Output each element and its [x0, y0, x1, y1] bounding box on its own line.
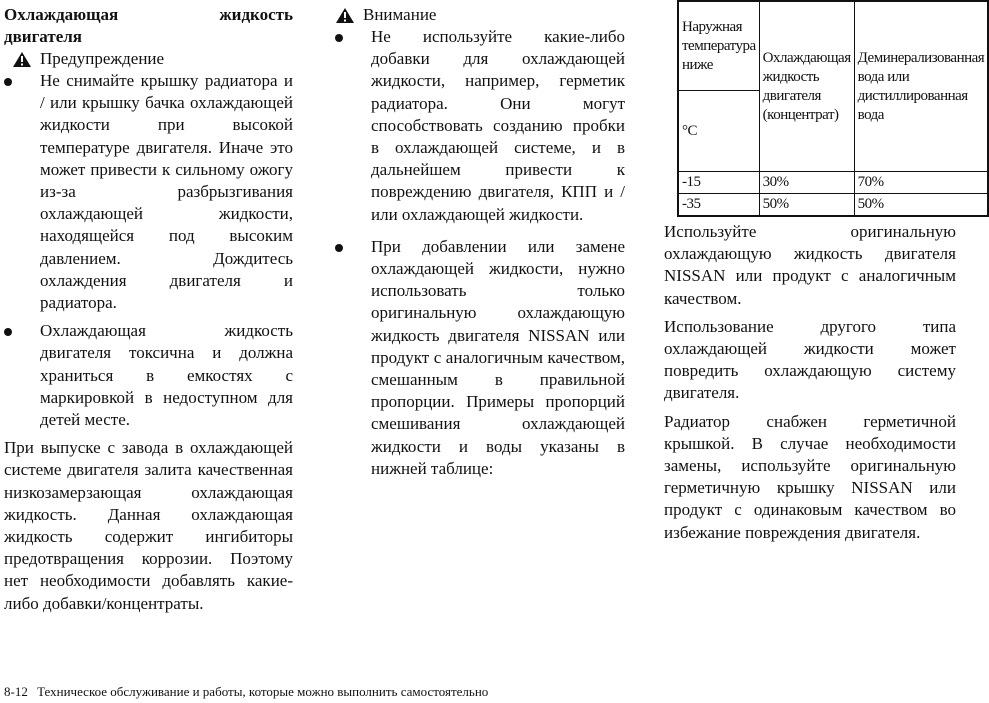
section-title-line1: Охлаждающая жидкость — [4, 5, 293, 24]
paragraph: Используйте оригинальную охлаждающую жидкость двигателя NISSAN или продукт с аналогичным качеством. — [664, 222, 956, 308]
list-item — [335, 236, 625, 480]
table-header-temperature: Наружная температура ниже — [678, 1, 759, 91]
section-title — [4, 4, 293, 48]
table-cell: 30% — [759, 172, 854, 194]
caution-header — [335, 4, 625, 26]
caution-list — [335, 26, 625, 480]
bullet-icon — [335, 34, 343, 42]
table-cell: -35 — [678, 194, 759, 217]
list-item-text: Не используйте какие-либо добавки для охлаждающей жидкости, например, герметик радиатора. Они могут способствовать созданию пробки в охлаждающей системе, и в дальнейшем привести к повреждению двигателя, КПП и /или охлаждающей жидкости. — [371, 27, 625, 224]
list-item — [4, 70, 293, 314]
column-right — [664, 0, 985, 544]
footer-section-title: Техническое обслуживание и работы, которые можно выполнить самостоятельно — [37, 684, 489, 699]
table-header-unit: °C — [678, 91, 759, 172]
table-header-coolant: Охлаждающая жидкость двигателя (концентрат) — [759, 1, 854, 172]
page-footer — [4, 684, 488, 700]
list-item-text: Охлаждающая жидкость двигателя токсична и должна храниться в емкостях с маркировкой в недоступном для детей месте. — [40, 321, 293, 430]
warning-triangle-icon — [335, 7, 355, 24]
list-item-text: Не снимайте крышку радиатора и / или крышку бачка охлаждающей жидкости при высокой температуре двигателя. Иначе это может привести к сильному ожогу из-за разбрызгивания охлаждающей жидкости, находящейся под высоким давлением. Дождитесь охлаждения двигателя и радиатора. — [40, 71, 293, 313]
table-cell: 70% — [854, 172, 988, 194]
paragraph: Использование другого типа охлаждающей жидкости может повредить охлаждающую систему двигателя. — [664, 316, 956, 403]
bullet-icon — [335, 244, 343, 252]
list-item-text: При добавлении или замене охлаждающей жидкости, нужно использовать только оригинальную охлаждающую жидкость двигателя NISSAN или продукт с аналогичным качеством, смешанным в правильной пропорции. Примеры пропорций смешивания охлаждающей жидкости и воды указаны в нижней таблице: — [371, 236, 625, 478]
list-item — [4, 320, 293, 431]
table-cell: -15 — [678, 172, 759, 194]
factory-coolant-paragraph: При выпуске с завода в охлаждающей системе двигателя залита качественная низкозамерзающая охлаждающая жидкость. Данная охлаждающая жидкость содержит ингибиторы предотвращения коррозии. Поэтому нет необходимости добавлять какие-либо добавки/концентраты. — [4, 438, 293, 613]
paragraph: Радиатор снабжен герметичной крышкой. В случае необходимости замены, используйте оригинальную герметичную крышку NISSAN или продукт с одинаковым качеством во избежание повреждения двигателя. — [664, 411, 956, 542]
warning-list — [4, 70, 293, 431]
warning-label: Предупреждение — [40, 49, 165, 68]
table-header-water: Деминерализованная вода или дистиллированная вода — [854, 1, 988, 172]
table-row — [678, 172, 988, 194]
list-item — [335, 26, 625, 226]
bullet-icon — [4, 78, 12, 86]
coolant-ratio-table — [677, 0, 989, 217]
table-cell: 50% — [759, 194, 854, 217]
warning-header — [4, 48, 293, 70]
table-row — [678, 194, 988, 217]
caution-label: Внимание — [363, 5, 437, 24]
column-middle — [335, 4, 625, 486]
column-left — [4, 4, 293, 615]
section-title-line2: двигателя — [4, 27, 82, 46]
warning-triangle-icon — [12, 51, 32, 68]
bullet-icon — [4, 328, 12, 336]
page-number: 8-12 — [4, 684, 28, 699]
table-cell: 50% — [854, 194, 988, 217]
